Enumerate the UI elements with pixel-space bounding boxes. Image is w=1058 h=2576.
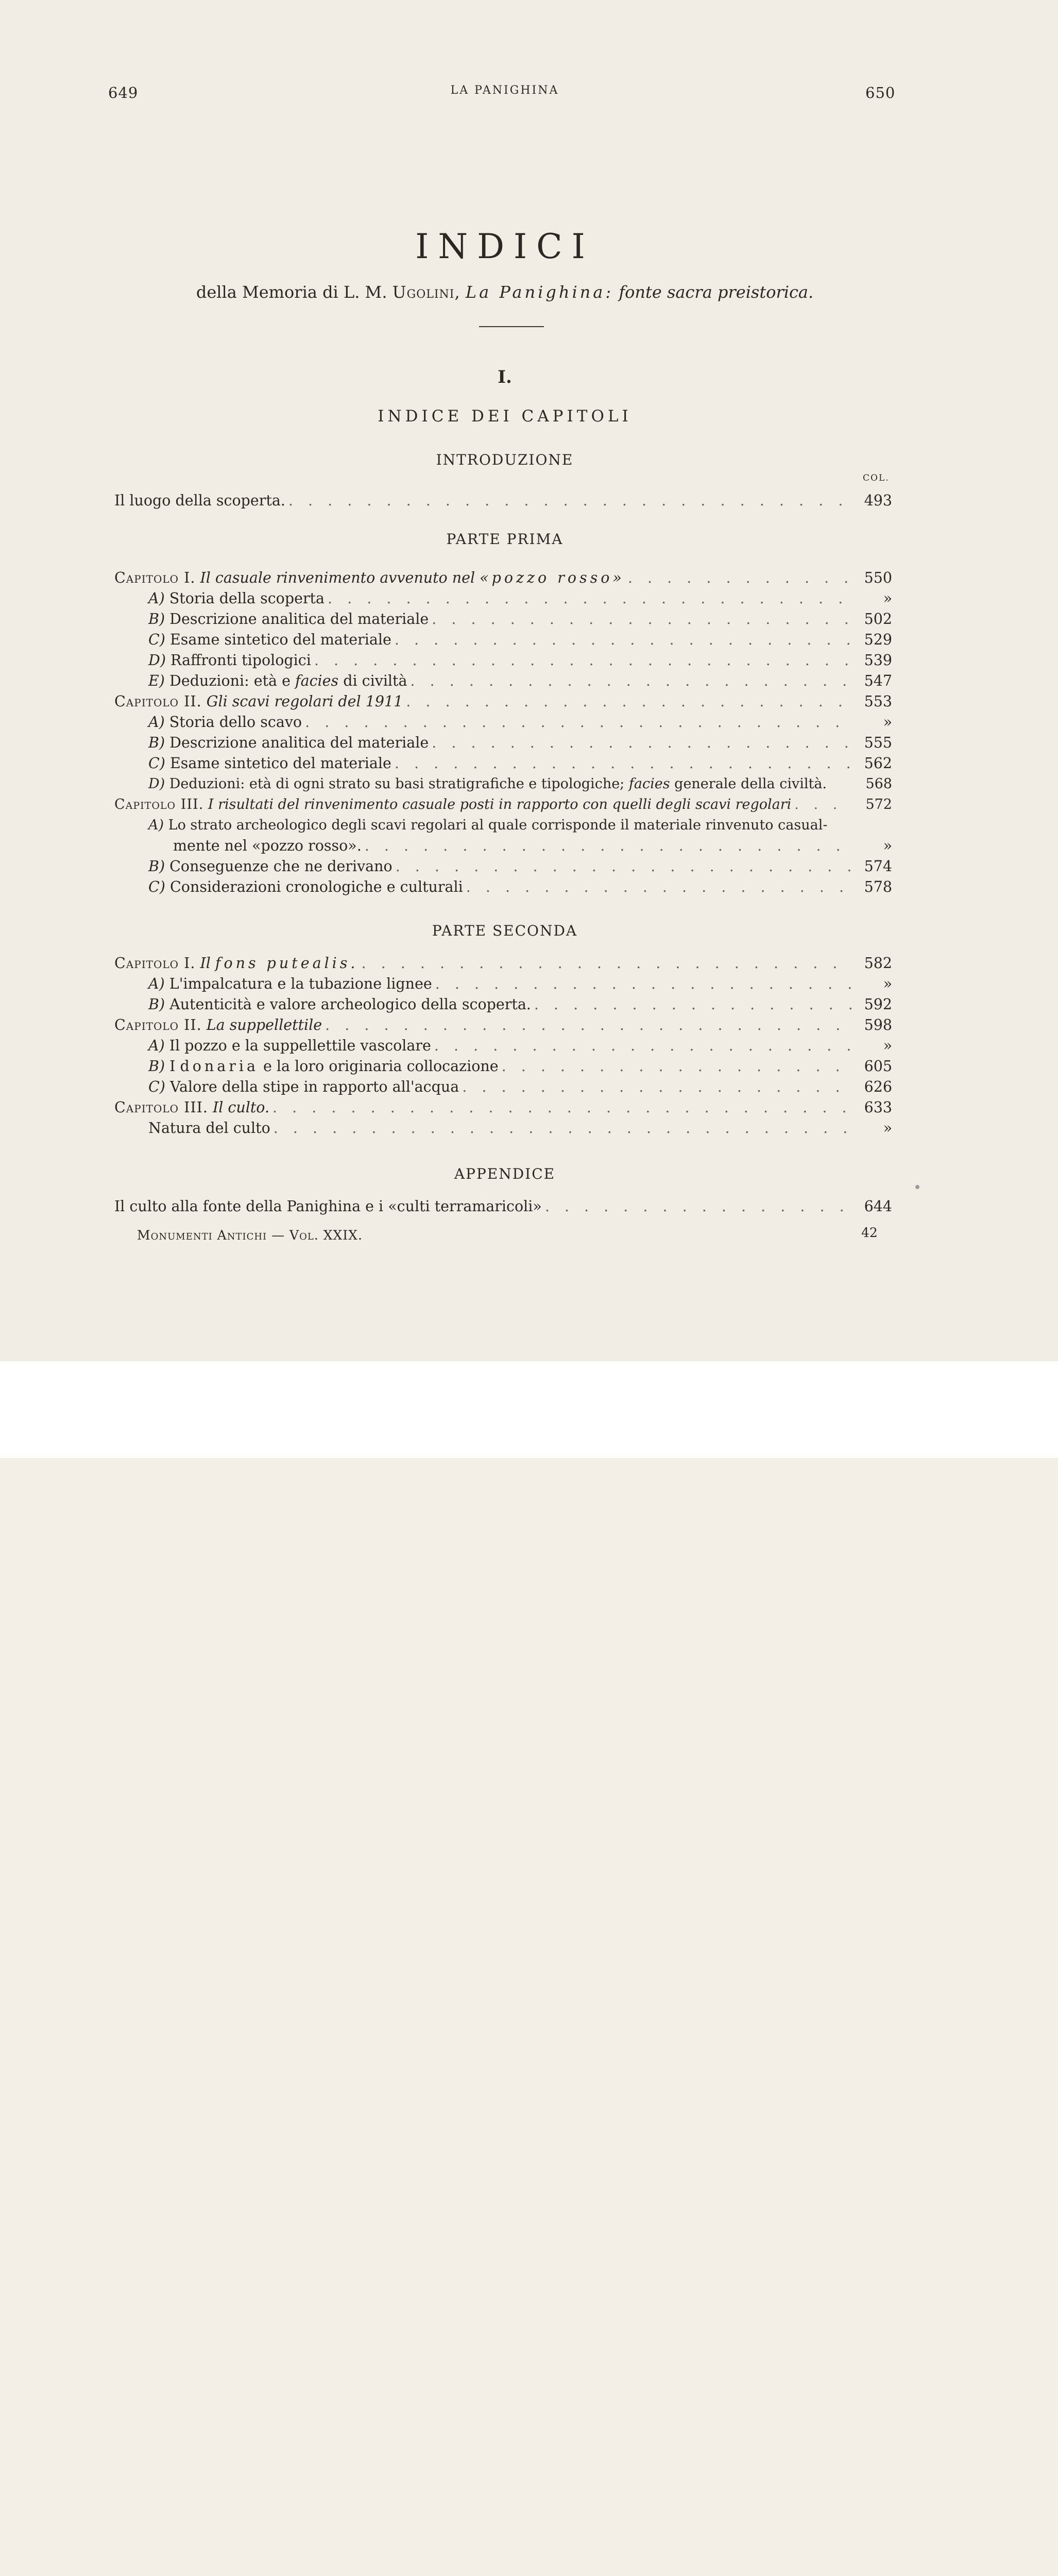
dot-leader [396,856,853,877]
dot-leader [545,1196,853,1217]
dot-leader [432,733,853,753]
page-ref: » [883,837,892,854]
page-ref: 572 [865,796,892,812]
toc-entry[interactable]: Il luogo della scoperta. . . . 493 [114,490,892,511]
page-ref: 644 [864,1198,892,1215]
right-page-number: 650 [865,84,896,101]
page-ref: » [883,714,892,731]
footer-signature-number: 42 [861,1225,878,1240]
dot-leader [628,568,853,588]
left-page-number: 649 [108,84,139,101]
toc-entry[interactable]: B) Autenticità e valore archeologico della scoperta. . . . 592 [148,994,892,1015]
part-heading-seconda: PARTE SECONDA [432,922,578,939]
subtitle-work-b: fonte sacra preistorica. [619,282,814,302]
divider-rule [479,326,544,327]
running-title: LA PANIGHINA [450,84,559,97]
toc-entry[interactable]: Il culto alla fonte della Panighina e i «culti terramaricoli» . . . 644 [114,1196,892,1217]
dot-leader [314,650,853,671]
dot-leader [288,490,853,511]
page-ref: 529 [864,631,892,648]
part-heading-intro: INTRODUZIONE [436,451,574,468]
toc-entry[interactable]: Natura del culto . . . » [148,1118,892,1139]
footer-series: Monumenti Antichi — Vol. XXIX. [137,1228,363,1243]
page-ref: 493 [864,492,892,509]
dot-leader [411,671,854,691]
toc-chapter-entry[interactable]: Capitolo III. Il culto. . . . 633 [114,1097,892,1118]
dot-leader [432,609,853,630]
page-ref: » [883,1120,892,1137]
dot-leader [406,691,853,712]
dot-leader [466,877,853,897]
page-ref: 578 [864,878,892,895]
toc-entry[interactable]: C) Valore della stipe in rapporto all'acqua . . . 626 [148,1077,892,1097]
dot-leader [361,953,853,974]
dot-leader [395,630,853,650]
page-ref: » [883,975,892,992]
toc-entry[interactable]: E) Deduzioni: età e facies di civiltà . . . 547 [148,671,892,691]
toc-entry[interactable]: B) Descrizione analitica del materiale . . . 555 [148,733,892,753]
dot-leader [274,1118,853,1139]
toc-entry[interactable]: A) Il pozzo e la suppellettile vascolare . . . » [148,1036,892,1056]
page-ref: 605 [864,1058,892,1075]
toc-entry-continuation[interactable]: mente nel «pozzo rosso». . . . » [173,836,892,856]
toc-chapter-entry[interactable]: Capitolo II. La suppellettile . . . 598 [114,1015,892,1036]
page-ref: 592 [864,996,892,1013]
dot-leader [395,753,853,774]
toc-entry[interactable]: D) Deduzioni: età di ogni strato su basi stratigrafiche e tipologiche; facies generale della civiltà. 568 [148,774,892,794]
toc-entry[interactable]: D) Raffronti tipologici . . . 539 [148,650,892,671]
dot-leader [462,1077,853,1097]
part-heading-prima: PARTE PRIMA [446,531,564,548]
page-subtitle [0,282,1010,302]
page-ref: 502 [864,611,892,628]
dot-leader [325,1015,853,1036]
toc-chapter-entry[interactable]: Capitolo II. Gli scavi regolari del 1911 . . . 553 [114,691,892,712]
toc-entry[interactable]: A) Storia dello scavo . . . » [148,712,892,733]
page-ref: 539 [864,652,892,669]
page-ref: » [883,1037,892,1054]
dot-leader [435,974,853,994]
dot-leader [365,836,853,856]
toc-entry[interactable]: A) Lo strato archeologico degli scavi regolari al quale corrisponde il materiale rinvenuto casual- [148,817,828,833]
subtitle-author: Ugolini, [392,282,460,302]
subtitle-work-a: La Panighina: [465,282,614,302]
toc-chapter-entry[interactable]: Capitolo III. I risultati del rinvenimento casuale posti in rapporto con quelli degli scavi regolari . . . 572 [114,794,892,815]
page-ref: 582 [864,955,892,972]
dot-leader [434,1036,853,1056]
dot-leader [534,994,853,1015]
section-title: INDICE DEI CAPITOLI [378,407,632,426]
page-ref: 547 [864,672,892,689]
toc-entry[interactable]: B) I donaria e la loro originaria collocazione . . . 605 [148,1056,892,1077]
page-ref: 550 [864,569,892,586]
page-ref: 555 [864,734,892,751]
toc-chapter-entry[interactable]: Capitolo I. Il casuale rinvenimento avvenuto nel «pozzo rosso» . . . 550 [114,568,892,588]
page-ref: 633 [864,1099,892,1116]
toc-entry[interactable]: B) Conseguenze che ne derivano . . . 574 [148,856,892,877]
dot-leader [272,1097,853,1118]
page-title: INDICI [415,227,594,266]
digitization-footer-band [0,1361,1058,1458]
page-ref: 574 [864,858,892,875]
page-ref: 553 [864,693,892,710]
toc-entry[interactable]: C) Considerazioni cronologiche e culturali . . . 578 [148,877,892,897]
page-ref: » [883,590,892,607]
column-label: COL. [863,473,890,483]
subtitle-prefix: della Memoria di L. M. [196,282,387,302]
section-number: I. [498,367,512,387]
toc-entry[interactable]: A) Storia della scoperta . . . » [148,588,892,609]
toc-entry[interactable]: B) Descrizione analitica del materiale . . . 502 [148,609,892,630]
scan-speck [915,1185,919,1189]
page-ref: 598 [864,1016,892,1033]
toc-entry[interactable]: A) L'impalcatura e la tubazione lignee . . . » [148,974,892,994]
part-heading-appendice: APPENDICE [454,1165,556,1182]
page-ref: 626 [864,1078,892,1095]
toc-chapter-entry[interactable]: Capitolo I. Il fons putealis. . . . 582 [114,953,892,974]
dot-leader [794,794,853,815]
page-ref: 562 [864,755,892,772]
dot-leader [305,712,853,733]
toc-entry[interactable]: C) Esame sintetico del materiale . . . 529 [148,630,892,650]
page-ref: 568 [865,776,892,792]
toc-entry[interactable]: C) Esame sintetico del materiale . . . 562 [148,753,892,774]
dot-leader [502,1056,853,1077]
dot-leader [328,588,853,609]
